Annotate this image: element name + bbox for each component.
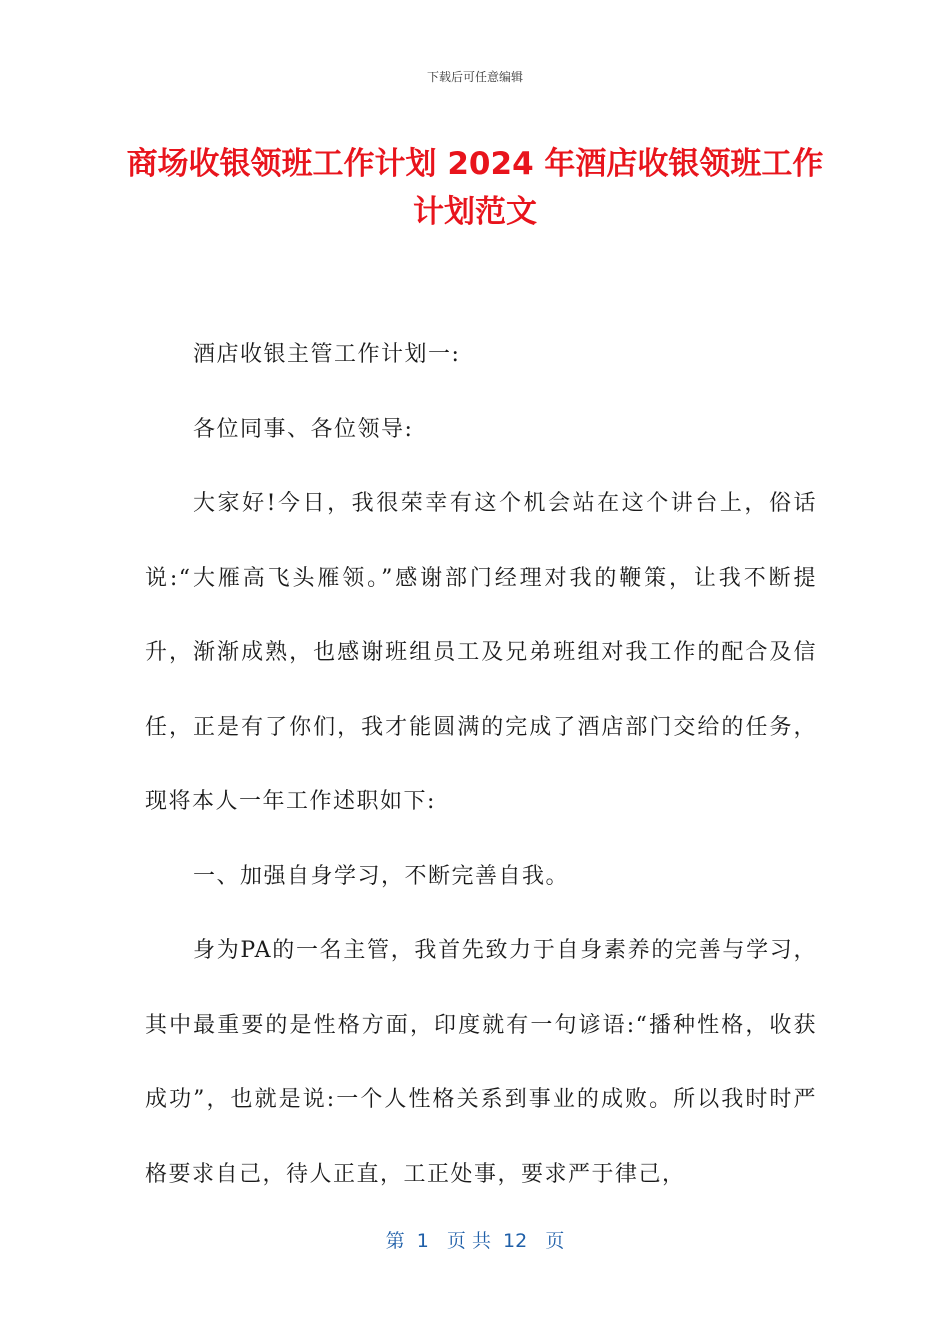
header-note: 下载后可任意编辑 (426, 70, 523, 84)
paragraph: 大家好!今日，我很荣幸有这个机会站在这个讲台上，俗话说:“大雁高飞头雁领。”感谢部门经理对我的鞭策，让我不断提升，渐渐成熟，也感谢班组员工及兄弟班组对我工作的配合及信任，正是有了你们，我才能圆满的完成了酒店部门交给的任务，现将本人一年工作述职如下: (145, 491, 817, 814)
document-body (145, 318, 817, 1212)
paragraph: 身为PA的一名主管，我首先致力于自身素养的完善与学习，其中最重要的是性格方面，印度就有一句谚语:“播种性格，收获成功”，也就是说:一个人性格关系到事业的成败。所以我时时严格要求自己，待人正直，工正处事，要求严于律己， (145, 938, 817, 1187)
page-footer: 第 1 页 共 12 页 (385, 1230, 565, 1252)
paragraph: 一、加强自身学习，不断完善自我。 (193, 863, 570, 889)
document-title: 商场收银领班工作计划 2024 年酒店收银领班工作计划范文 (126, 146, 824, 230)
paragraph: 各位同事、各位领导: (193, 416, 414, 442)
paragraph: 酒店收银主管工作计划一: (193, 342, 461, 367)
